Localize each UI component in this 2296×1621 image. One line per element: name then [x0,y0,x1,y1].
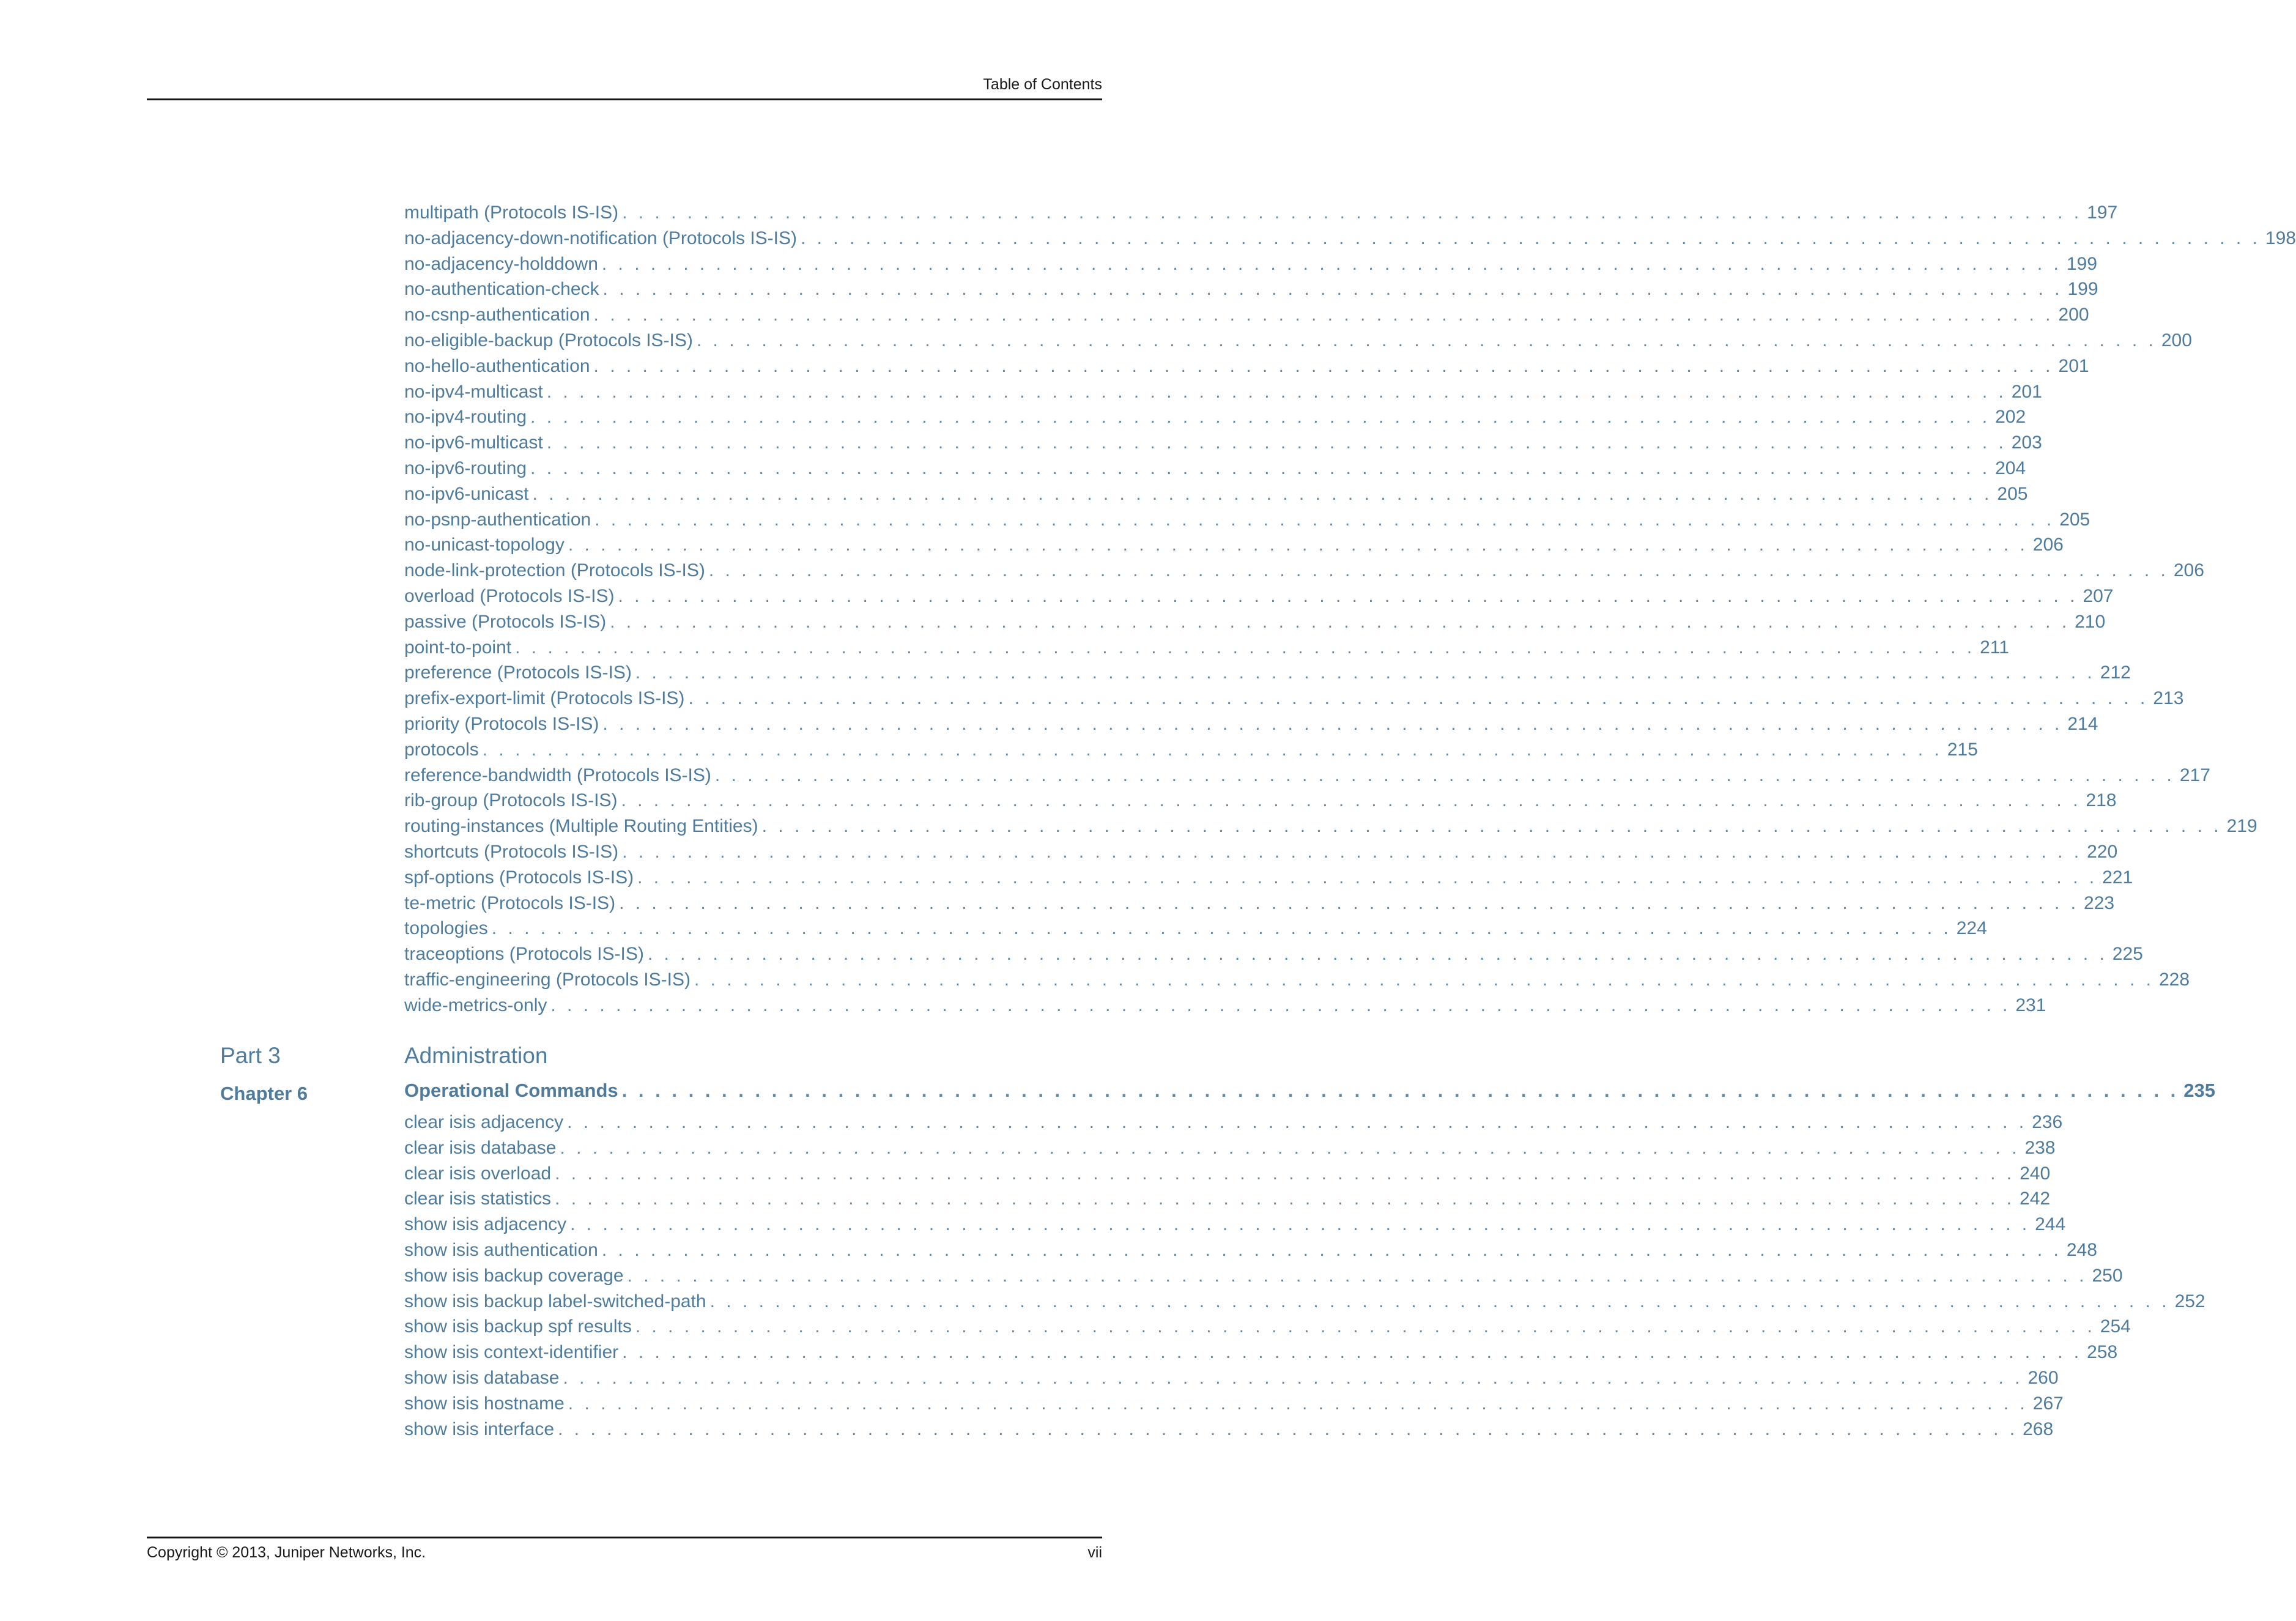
toc-entry-page: 248 [2066,1239,2097,1260]
toc-entry-title: shortcuts (Protocols IS-IS) [404,841,619,862]
toc-entry-title: node-link-protection (Protocols IS-IS) [404,560,705,581]
dot-leader: . . . . . . . . . . . . . . . . . . . . . . . . . . . . . . . . . . . . . . . . . . . . . . . . . . . . . . . . . . . . . . . . . . . . . . . . . . . . . . . . . . . . . . . . . . [619,892,2079,913]
toc-entry[interactable] [404,585,2114,612]
toc-entry-page: 200 [2161,330,2192,351]
toc-entry[interactable] [404,1112,2063,1138]
toc-entry-title: no-ipv6-multicast [404,432,543,453]
toc-entry[interactable] [404,1419,2054,1445]
toc-entry-page: 252 [2174,1291,2205,1311]
toc-entry[interactable] [404,892,2115,919]
toc-entry-title: traffic-engineering (Protocols IS-IS) [404,969,691,990]
chapter-label: Chapter 6 [220,1083,308,1104]
dot-leader: . . . . . . . . . . . . . . . . . . . . . . . . . . . . . . . . . . . . . . . . . . . . . . . . . . . . . . . . . . . . . . . . . . . . . . . . . . . . . . . . . . . . . . . . . . [761,816,2222,837]
dot-leader: . . . . . . . . . . . . . . . . . . . . . . . . . . . . . . . . . . . . . . . . . . . . . . . . . . . . . . . . . . . . . . . . . . . . . . . . . . . . . . . . . . . . . . . . . . [714,765,2175,785]
toc-entry-page: 217 [2179,765,2210,785]
dot-leader: . . . . . . . . . . . . . . . . . . . . . . . . . . . . . . . . . . . . . . . . . . . . . . . . . . . . . . . . . . . . . . . . . . . . . . . . . . . . . . . . . . . . . . . . . . [593,305,2054,325]
toc-entry-page: 240 [2020,1163,2051,1184]
dot-leader: . . . . . . . . . . . . . . . . . . . . . . . . . . . . . . . . . . . . . . . . . . . . . . . . . . . . . . . . . . . . . . . . . . . . . . . . . . . . . . . . . . . . . . . . . . [530,407,1991,428]
toc-entry-page: 235 [2183,1080,2216,1101]
toc-entry[interactable] [404,1316,2131,1342]
toc-entry-title: clear isis statistics [404,1189,552,1209]
toc-entry[interactable] [404,944,2143,970]
toc-entry[interactable] [404,739,1978,765]
toc-entry-title: show isis backup coverage [404,1265,624,1286]
dot-leader: . . . . . . . . . . . . . . . . . . . . . . . . . . . . . . . . . . . . . . . . . . . . . . . . . . . . . . . . . . . . . . . . . . . . . . . . . . . . . . . . . . . . . . . . . . [610,611,2070,632]
dot-leader: . . . . . . . . . . . . . . . . . . . . . . . . . . . . . . . . . . . . . . . . . . . . . . . . . . . . . . . . . . . . . . . . . . . . . . . . . . . . . . . . . . . . . . . . . . [593,355,2054,376]
toc-entry-title: no-ipv4-multicast [404,381,543,402]
toc-entry-page: 207 [2083,585,2114,606]
toc-entry[interactable] [404,1163,2051,1189]
dot-leader: . . . . . . . . . . . . . . . . . . . . . . . . . . . . . . . . . . . . . . . . . . . . . . . . . . . . . . . . . . . . . . . . . . . . . . . . . . . . . . . . . . . . . . . . . . [602,713,2063,734]
dot-leader: . . . . . . . . . . . . . . . . . . . . . . . . . . . . . . . . . . . . . . . . . . . . . . . . . . . . . . . . . . . . . . . . . . . . . . . . . . . . . . . . . . . . . . . . . . [709,1291,2170,1311]
toc-entry-title: no-eligible-backup (Protocols IS-IS) [404,330,693,351]
toc-entry-page: 221 [2102,867,2133,888]
toc-entry-title: show isis backup spf results [404,1316,632,1337]
toc-entry[interactable] [404,1265,2123,1291]
toc-entry[interactable] [404,918,1987,944]
dot-leader: . . . . . . . . . . . . . . . . . . . . . . . . . . . . . . . . . . . . . . . . . . . . . . . . . . . . . . . . . . . . . . . . . . . . . . . . . . . . . . . . . . . . . . . . . . [515,637,1976,658]
dot-leader: . . . . . . . . . . . . . . . . . . . . . . . . . . . . . . . . . . . . . . . . . . . . . . . . . . . . . . . . . . . . . . . . . . . . . . . . . . . . . . . . . . . . . . . . . . [491,918,1952,939]
toc-entry-title: show isis interface [404,1419,555,1439]
toc-entry-page: 201 [2058,355,2089,376]
toc-entry-title: no-unicast-topology [404,535,565,555]
dot-leader: . . . . . . . . . . . . . . . . . . . . . . . . . . . . . . . . . . . . . . . . . . . . . . . . . . . . . . . . . . . . . . . . . . . . . . . . . . . . . . . . . . . . . . . . . . [530,458,1991,478]
dot-leader: . . . . . . . . . . . . . . . . . . . . . . . . . . . . . . . . . . . . . . . . . . . . . . . . . . . . . . . . . . . . . . . . . . . . . . . . . . . . . . . . . . . . . . . . . . [602,279,2063,300]
toc-entry-title: clear isis database [404,1137,557,1158]
dot-leader: . . . . . . . . . . . . . . . . . . . . . . . . . . . . . . . . . . . . . . . . . . . . . . . . . . . . . . . . . . . . . . . . . . . . . . . . . . . . . . . . . . . . . . . . . . [546,432,2007,453]
toc-entry-page: 225 [2112,944,2143,965]
toc-entry-title: show isis authentication [404,1239,598,1260]
dot-leader: . . . . . . . . . . . . . . . . . . . . . . . . . . . . . . . . . . . . . . . . . . . . . . . . . . . . . . . . . . . . . . . . . . . . . . . . . . . . . . . . . . . . . . . . . . [568,535,2028,555]
dot-leader: . . . . . . . . . . . . . . . . . . . . . . . . . . . . . . . . . . . . . . . . . . . . . . . . . . . . . . . . . . . . . . . . . . . . . . . . . . . . . . . . . . . . . . . . . . [563,1367,2023,1388]
toc-entry-page: 202 [1995,407,2026,428]
toc-entry-title: clear isis adjacency [404,1112,564,1132]
toc-entry-title: wide-metrics-only [404,995,547,1015]
toc-entry-page: 242 [2020,1189,2051,1209]
toc-entry-page: 205 [1997,483,2028,504]
toc-entry[interactable] [404,1137,2056,1163]
toc-entry-page: 199 [2067,279,2098,300]
toc-entry-page: 215 [1947,739,1978,760]
dot-leader: . . . . . . . . . . . . . . . . . . . . . . . . . . . . . . . . . . . . . . . . . . . . . . . . . . . . . . . . . . . . . . . . . . . . . . . . . . . . . . . . . . . . . . . . . . [696,330,2157,351]
toc-entry-title: topologies [404,918,488,939]
toc-entry[interactable] [404,509,2090,535]
toc-entry-title: show isis database [404,1367,560,1388]
toc-entry[interactable] [404,228,2296,254]
toc-entry-chapter[interactable] [404,1080,2216,1105]
dot-leader: . . . . . . . . . . . . . . . . . . . . . . . . . . . . . . . . . . . . . . . . . . . . . . . . . . . . . . . . . . . . . . . . . . . . . . . . . . . . . . . . . . . . . . . . . . [694,969,2154,990]
toc-entry[interactable] [404,560,2204,586]
footer-page-number: vii [1087,1544,1102,1561]
toc-entry-page: 211 [1980,637,2009,658]
header-title: Table of Contents [983,76,1102,93]
toc-entry[interactable] [404,1342,2118,1368]
toc-entry[interactable] [404,253,2097,280]
toc-entry-page: 228 [2158,969,2190,990]
dot-leader: . . . . . . . . . . . . . . . . . . . . . . . . . . . . . . . . . . . . . . . . . . . . . . . . . . . . . . . . . . . . . . . . . . . . . . . . . . . . . . . . . . . . . . . . . . [567,1112,2028,1132]
toc-entry-page: 220 [2087,841,2118,862]
toc-entry-page: 210 [2075,611,2106,632]
dot-leader: . . . . . . . . . . . . . . . . . . . . . . . . . . . . . . . . . . . . . . . . . . . . . . . . . . . . . . . . . . . . . . . . . . . . . . . . . . . . . . . . . . . . . . . . . . [568,1393,2028,1414]
dot-leader: . . . . . . . . . . . . . . . . . . . . . . . . . . . . . . . . . . . . . . . . . . . . . . . . . . . . . . . . . . . . . . . . . . . . . . . . . . . . . . . . . . . . . . . . . . [532,483,1993,504]
toc-entry[interactable] [404,1189,2051,1214]
toc-entry-title: overload (Protocols IS-IS) [404,585,615,606]
toc-entry-page: 236 [2032,1112,2063,1132]
dot-leader: . . . . . . . . . . . . . . . . . . . . . . . . . . . . . . . . . . . . . . . . . . . . . . . . . . . . . . . . . . . . . . . . . . . . . . . . . . . . . . . . . . . . . . . . . . [637,867,2098,888]
toc-entry[interactable] [404,969,2190,995]
toc-entry[interactable] [404,1367,2059,1393]
toc-entry-title: show isis hostname [404,1393,565,1414]
toc-entry-page: 205 [2059,509,2090,530]
toc-entry[interactable] [404,688,2184,714]
toc-entry[interactable] [404,611,2106,637]
toc-entry-page: 258 [2087,1342,2118,1363]
toc-entry-page: 214 [2067,713,2098,734]
toc-entry-title: no-psnp-authentication [404,509,591,530]
toc-entry-page: 199 [2066,253,2097,274]
toc-entry-title: no-adjacency-holddown [404,253,598,274]
toc-entry-page: 260 [2028,1367,2059,1388]
toc-entry-title: priority (Protocols IS-IS) [404,713,599,734]
dot-leader: . . . . . . . . . . . . . . . . . . . . . . . . . . . . . . . . . . . . . . . . . . . . . . . . . . . . . . . . . . . . . . . . . . . . . . . . . . . . . . . . . . . . . . . . . . [594,509,2055,530]
toc-entry-page: 244 [2035,1214,2066,1235]
part-title: Administration [404,1043,548,1068]
toc-entry[interactable] [404,790,2117,816]
toc-chapter [404,1080,2216,1105]
toc-entry-page: 223 [2084,892,2115,913]
toc-entry-page: 238 [2024,1137,2056,1158]
dot-leader: . . . . . . . . . . . . . . . . . . . . . . . . . . . . . . . . . . . . . . . . . . . . . . . . . . . . . . . . . . . . . . . . . . . . . . . . . . . . . . . . . . . . . . . . . . [560,1137,2020,1158]
footer-copyright: Copyright © 2013, Juniper Networks, Inc. [147,1544,426,1561]
toc-entry-title: multipath (Protocols IS-IS) [404,202,619,223]
toc-list-operational [404,1112,2205,1444]
dot-leader: . . . . . . . . . . . . . . . . . . . . . . . . . . . . . . . . . . . . . . . . . . . . . . . . . . . . . . . . . . . . . . . . . . . . . . . . . . . . . . . . . . . . . . . . . . [622,841,2083,862]
toc-entry-title: show isis adjacency [404,1214,567,1235]
dot-leader: . . . . . . . . . . . . . . . . . . . . . . . . . . . . . . . . . . . . . . . . . . . . . . . . . . . . . . . . . . . . . . . . . . . . . . . . . . . . . . . . . . . . . . . . . . [482,739,1942,760]
toc-entry[interactable] [404,1291,2205,1317]
dot-leader: . . . . . . . . . . . . . . . . . . . . . . . . . . . . . . . . . . . . . . . . . . . . . . . . . . . . . . . . . . . . . . . . . . . . . . . . . . . . . . . . . . . . . . . . . . [555,1163,2015,1184]
toc-entry[interactable] [404,1239,2097,1266]
dot-leader: . . . . . . . . . . . . . . . . . . . . . . . . . . . . . . . . . . . . . . . . . . . . . . . . . . . . . . . . . . . . . . . . . . . . . . . . . . . . . . . . . . . . . . . . . . [622,202,2083,223]
toc-entry-title: preference (Protocols IS-IS) [404,662,632,683]
dot-leader: . . . . . . . . . . . . . . . . . . . . . . . . . . . . . . . . . . . . . . . . . . . . . . . . . . . . . . . . . . . . . . . . . . . . . . . . . . . . . . . . . . . . . . . . . . [601,253,2062,274]
toc-entry[interactable] [404,637,2009,663]
toc-entry-page: 203 [2011,432,2042,453]
toc-entry[interactable] [404,381,2042,407]
toc-entry-page: 200 [2058,305,2089,325]
toc-entry[interactable] [404,305,2089,330]
toc-entry[interactable] [404,841,2118,867]
toc-entry-title: clear isis overload [404,1163,552,1184]
toc-entry[interactable] [404,662,2131,688]
dot-leader: . . . . . . . . . . . . . . . . . . . . . . . . . . . . . . . . . . . . . . . . . . . . . . . . . . . . . . . . . . . . . . . . . . . . . . . . . . . . . . . . . . . . . . . . . . [546,381,2007,402]
dot-leader: . . . . . . . . . . . . . . . . . . . . . . . . . . . . . . . . . . . . . . . . . . . . . . . . . . . . . . . . . . . . . . . . . . . . . . . . . . . . . . . . . . . . . . . . . . [635,662,2095,683]
dot-leader: . . . . . . . . . . . . . . . . . . . . . . . . . . . . . . . . . . . . . . . . . . . . . . . . . . . . . . . . . . . . . . . . . . . . . . . . . . . . . . . . . . . . . . . . . . [601,1239,2062,1260]
toc-entry[interactable] [404,330,2192,356]
toc-entry[interactable] [404,355,2089,382]
toc-entry-page: 231 [2015,995,2046,1015]
toc-entry-title: no-ipv6-routing [404,458,527,478]
dot-leader: . . . . . . . . . . . . . . . . . . . . . . . . . . . . . . . . . . . . . . . . . . . . . . . . . . . . . . . . . . . . . . . . . . . . . . . . . . . . . . . . . . . . . . . . . . [627,1265,2087,1286]
toc-entry-title: spf-options (Protocols IS-IS) [404,867,634,888]
toc-entry[interactable] [404,483,2028,510]
toc-entry[interactable] [404,995,2046,1021]
toc-entry-page: 204 [1995,458,2026,478]
toc-entry-page: 206 [2173,560,2204,581]
toc-entry[interactable] [404,279,2098,305]
toc-entry-page: 206 [2032,535,2064,555]
toc-entry-page: 212 [2100,662,2131,683]
dot-leader: . . . . . . . . . . . . . . . . . . . . . . . . . . . . . . . . . . . . . . . . . . . . . . . . . . . . . . . . . . . . . . . . . . . . . . . . . . . . . . . . . . . . . . . . . . [570,1214,2031,1235]
toc-entry-page: 197 [2087,202,2118,223]
toc-entry[interactable] [404,1214,2066,1240]
header-rule [147,98,1102,100]
toc-entry-title: traceoptions (Protocols IS-IS) [404,944,644,965]
footer-rule [147,1537,1102,1538]
toc-entry[interactable] [404,432,2042,458]
toc-entry[interactable] [404,458,2026,484]
toc-entry-title: point-to-point [404,637,512,658]
toc-entry-title: no-csnp-authentication [404,305,590,325]
toc-entry-page: 219 [2226,816,2257,837]
toc-entry[interactable] [404,713,2098,740]
dot-leader: . . . . . . . . . . . . . . . . . . . . . . . . . . . . . . . . . . . . . . . . . . . . . . . . . . . . . . . . . . . . . . . . . . . . . . . . . . . . . . . . . . . . . . . . . . [622,1342,2083,1363]
toc-entry-title: protocols [404,739,479,760]
toc-entry-title: te-metric (Protocols IS-IS) [404,892,616,913]
dot-leader: . . . . . . . . . . . . . . . . . . . . . . . . . . . . . . . . . . . . . . . . . . . . . . . . . . . . . . . . . . . . . . . . . . . . . . . . . . . . . . . . . . . . . . . . . . [708,560,2169,581]
dot-leader: . . . . . . . . . . . . . . . . . . . . . . . . . . . . . . . . . . . . . . . . . . . . . . . . . . . . . . . . . . . . . . . . . . . . . . . . . . . . . . . . . . . . . . . . . . [558,1419,2018,1439]
toc-entry-page: 250 [2092,1265,2123,1286]
dot-leader: . . . . . . . . . . . . . . . . . . . . . . . . . . . . . . . . . . . . . . . . . . . . . . . . . . . . . . . . . . . . . . . . . . . . . . . . . . . . . . . . . . . . . . . . . . [621,790,2081,811]
toc-entry-title: Operational Commands [404,1080,618,1101]
toc-entry-title: reference-bandwidth (Protocols IS-IS) [404,765,711,785]
toc-entry-title: show isis backup label-switched-path [404,1291,706,1311]
part-label: Part 3 [220,1043,281,1068]
toc-entry-title: show isis context-identifier [404,1342,619,1363]
toc-entry-page: 201 [2011,381,2042,402]
toc-entry[interactable] [404,765,2210,791]
toc-entry-title: no-authentication-check [404,279,599,300]
toc-entry-page: 198 [2265,228,2296,248]
toc-entry[interactable] [404,535,2064,560]
dot-leader: . . . . . . . . . . . . . . . . . . . . . . . . . . . . . . . . . . . . . . . . . . . . . . . . . . . . . . . . . . . . . . . . . . . . . . . . . . . . . . . . . . . . . . . . . . [635,1316,2095,1337]
toc-entry-page: 254 [2100,1316,2131,1337]
toc-entry[interactable] [404,816,2257,842]
toc-entry[interactable] [404,202,2118,228]
toc-entry-title: no-ipv4-routing [404,407,527,428]
dot-leader: . . . . . . . . . . . . . . . . . . . . . . . . . . . . . . . . . . . . . . . . . . . . . . . . . . . . . . . . . . . . . . . . . . . . . . . . . . . . . . . . . . . . . . . . . . [688,688,2149,709]
toc-entry[interactable] [404,1393,2064,1419]
toc-entry-page: 224 [1956,918,1987,939]
dot-leader: . . . . . . . . . . . . . . . . . . . . . . . . . . . . . . . . . . . . . . . . . . . . . . . . . . . . . . . . . . . . . . . . . . . . . . . . . . . . . . . . . . . . . . . . . . [647,944,2108,965]
toc-entry-title: no-hello-authentication [404,355,590,376]
dot-leader: . . . . . . . . . . . . . . . . . . . . . . . . . . . . . . . . . . . . . . . . . . . . . . . . . . . . . . . . . . . . . . . . . . . . . . . . . . . . . . . . . . . . . . . . . . [618,585,2078,606]
dot-leader: . . . . . . . . . . . . . . . . . . . . . . . . . . . . . . . . . . . . . . . . . . . . . . . . . . . . . . . . . . . . . . . . . . . . . . . . . . . . . . . . . . . . . . . . . . [550,995,2011,1015]
toc-entry-title: prefix-export-limit (Protocols IS-IS) [404,688,685,709]
toc-entry[interactable] [404,407,2026,432]
toc-entry[interactable] [404,867,2133,893]
toc-list-commands [404,202,2296,1021]
toc-entry-title: routing-instances (Multiple Routing Entities) [404,816,758,837]
toc-entry-page: 267 [2032,1393,2064,1414]
toc-entry-page: 268 [2023,1419,2054,1439]
dot-leader: . . . . . . . . . . . . . . . . . . . . . . . . . . . . . . . . . . . . . . . . . . . . . . . . . . . . . . . . . . . . . . . . . . . . . . . . . . . . . . . . . . . . . . . . . . [800,228,2261,248]
toc-entry-title: no-ipv6-unicast [404,483,529,504]
toc-entry-title: rib-group (Protocols IS-IS) [404,790,618,811]
dot-leader: . . . . . . . . . . . . . . . . . . . . . . . . . . . . . . . . . . . . . . . . . . . . . . . . . . . . . . . . . . . . . . . . . . . . . . . . . . . . . . . . . . . . . . . . . . . . . . [621,1080,2179,1101]
toc-entry-title: passive (Protocols IS-IS) [404,611,607,632]
toc-entry-page: 213 [2153,688,2184,709]
dot-leader: . . . . . . . . . . . . . . . . . . . . . . . . . . . . . . . . . . . . . . . . . . . . . . . . . . . . . . . . . . . . . . . . . . . . . . . . . . . . . . . . . . . . . . . . . . [555,1189,2015,1209]
toc-entry-title: no-adjacency-down-notification (Protocols IS-IS) [404,228,797,248]
toc-entry-page: 218 [2086,790,2117,811]
